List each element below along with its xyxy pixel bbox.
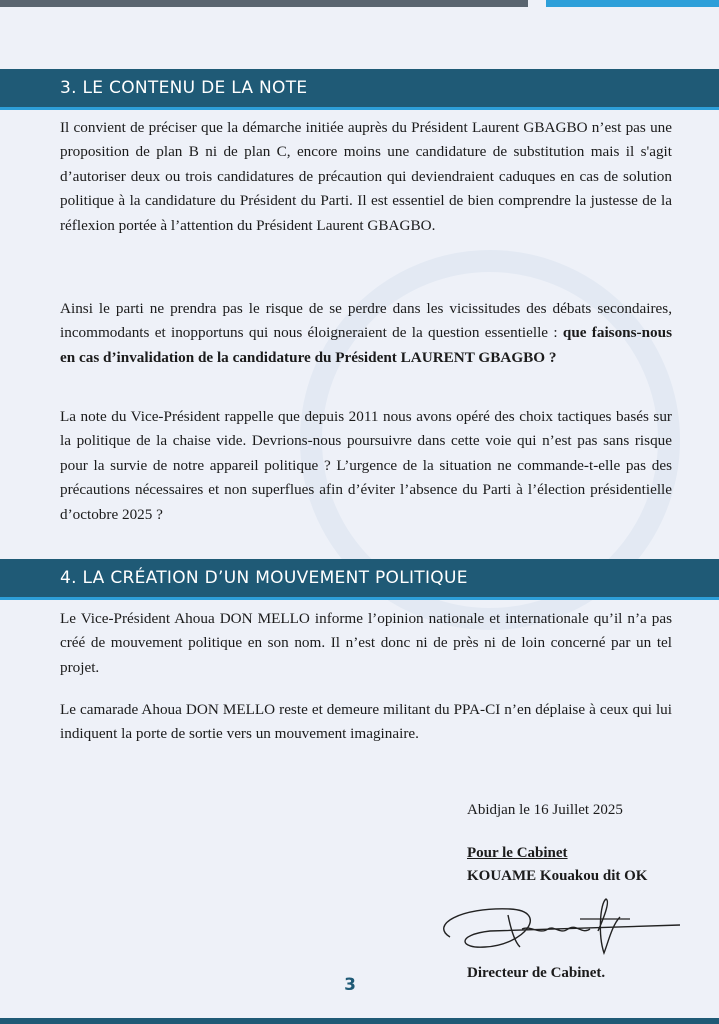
signatory-name: KOUAME Kouakou dit OK — [467, 868, 648, 884]
section-4-paragraph-1: Le Vice-Président Ahoua DON MELLO informe l’opinion nationale et internationale qu’il n’a pas créé de mouvement politique en son nom. Il n’est donc ni de près ni de loin concerné par un tel projet. — [60, 610, 672, 676]
section-3-paragraph-1: Il convient de préciser que la démarche initiée auprès du Président Laurent GBAGBO n’est pas une proposition de plan B ni de plan C, encore moins une candidature de substitution mais il s'agit d’autoriser deux ou trois candidatures de précaution qui deviendraient caduques en cas de solution politique à la candidature du Président du Parti. Il est essentiel de bien comprendre la justesse de la réflexion portée à l’attention du Président Laurent GBAGBO. — [60, 119, 672, 234]
page-number: 3 — [344, 975, 356, 995]
section-4-heading: 4. LA CRÉATION D’UN MOUVEMENT POLITIQUE — [0, 559, 719, 597]
signatory-title: Directeur de Cabinet. — [467, 965, 606, 981]
handwritten-signature — [430, 895, 690, 960]
section-3-heading: 3. LE CONTENU DE LA NOTE — [0, 69, 719, 107]
pour-le-cabinet: Pour le Cabinet — [467, 845, 568, 861]
section-3-paragraph-2-text: Ainsi le parti ne prendra pas le risque de se perdre dans les vicissitudes des débats secondaires, incommodants et inopportuns qui nous éloigneraient de la question essentielle : — [60, 300, 672, 342]
section-4-paragraph-2: Le camarade Ahoua DON MELLO reste et demeure militant du PPA-CI n’en déplaise à ceux qui lui indiquent la porte de sortie vers un mouvement imaginaire. — [60, 701, 672, 743]
section-3-paragraph-2 — [60, 297, 672, 370]
top-decor-bar-light — [546, 0, 719, 7]
top-decor-bar-dark — [0, 0, 528, 7]
date-line: Abidjan le 16 Juillet 2025 — [467, 802, 623, 818]
bottom-decor-bar — [0, 1018, 719, 1024]
section-3-paragraph-2-question: que faisons-nous en cas d’invalidation de la candidature du Président LAURENT GBAGBO ? — [60, 324, 672, 366]
section-3-paragraph-3: La note du Vice-Président rappelle que depuis 2011 nous avons opéré des choix tactiques basés sur la politique de la chaise vide. Devrions-nous poursuivre dans cette voie qui n’est pas sans risque pour la survie de notre appareil politique ? L’urgence de la situation ne commande-t-elle pas des précautions nécessaires et non superflues afin d’éviter l’absence du Parti à l’élection présidentielle d’octobre 2025 ? — [60, 408, 672, 523]
